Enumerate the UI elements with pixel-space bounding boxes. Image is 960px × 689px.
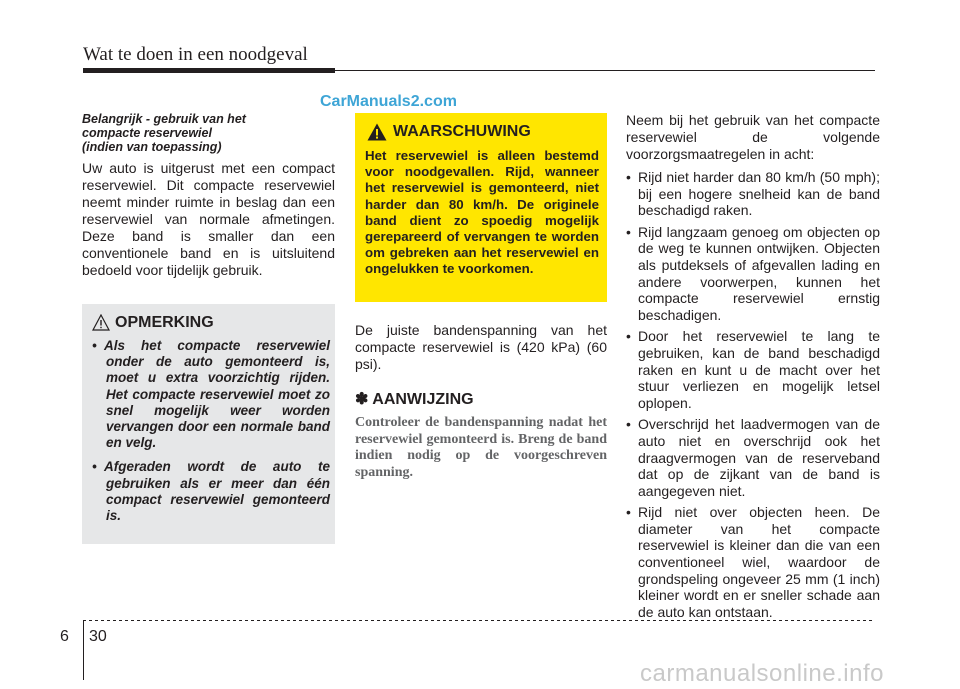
list-item: • Rijd niet harder dan 80 km/h (50 mph); bij een hogere snelheid kan de band beschadigd raken. — [626, 169, 880, 219]
precautions-intro: Neem bij het gebruik van het compacte reservewiel de volgende voorzorgsmaatregelen in acht: — [626, 112, 880, 162]
section-subheading: Belangrijk - gebruik van het compacte reservewiel (indien van toepassing) — [82, 112, 246, 154]
tire-pressure-paragraph: De juiste bandenspanning van het compacte reservewiel is (420 kPa) (60 psi). — [355, 322, 607, 372]
intro-paragraph: Uw auto is uitgerust met een compact reservewiel. Dit compacte reservewiel neemt minder ruimte in beslag dan een reservewiel van normale afmetingen. Deze band is smaller dan een conventionele band en is uitsluitend bedoeld voor tijdelijk gebruik. — [82, 160, 335, 278]
footer-divider — [83, 620, 84, 680]
site-watermark: CarManuals2.com — [320, 93, 457, 110]
tip-title: ✽ AANWIJZING — [355, 391, 474, 408]
column-3 — [626, 112, 880, 625]
caution-triangle-icon — [92, 314, 110, 331]
header-rule — [83, 70, 875, 71]
list-item: • Door het reservewiel te lang te gebruiken, kan de band beschadigd raken en kunt u de macht over het stuur verliezen en mogelijk letsel oplopen. — [626, 328, 880, 411]
tip-text: Controleer de bandenspanning nadat het reservewiel gemonteerd is. Breng de band indien nodig op de voorgeschreven spanning. — [355, 415, 607, 480]
note-item: • Afgeraden wordt de auto te gebruiken als er meer dan één compact reservewiel gemonteerd is. — [92, 459, 330, 524]
note-list — [92, 338, 330, 532]
warning-text: Het reservewiel is alleen bestemd voor noodgevallen. Rijd, wanneer het reservewiel is gemonteerd, niet harder dan 80 km/h. De originele band dient zo spoedig mogelijk gerepareerd of vervangen te worden om gebreken aan het reservewiel en ongelukken te voorkomen. — [365, 148, 599, 277]
warning-title: WAARSCHUWING — [393, 123, 531, 140]
note-title: OPMERKING — [115, 314, 214, 331]
warning-triangle-icon — [367, 123, 387, 141]
note-item: • Als het compacte reservewiel onder de auto gemonteerd is, moet u extra voorzichtig rijden. Het compacte reservewiel moet zo snel mogelijk weer worden vervangen door een normale band en velg. — [92, 338, 330, 451]
chapter-number: 6 — [60, 628, 69, 645]
page-number: 30 — [89, 628, 107, 645]
list-item: • Rijd niet over objecten heen. De diameter van het compacte reservewiel is kleiner dan die van een conventioneel wiel, waardoor de grondspeling ongeveer 25 mm (1 inch) kleiner wordt en er sneller schade aan de auto kan ontstaan. — [626, 504, 880, 620]
footer-watermark: carmanualsonline.info — [640, 660, 884, 687]
column-1 — [82, 112, 335, 279]
footer-rule — [83, 620, 875, 621]
page-header-title: Wat te doen in een noodgeval — [83, 44, 308, 65]
note-box — [82, 304, 335, 544]
warning-box — [355, 113, 607, 302]
list-item: • Overschrijd het laadvermogen van de auto niet en overschrijd ook het draagvermogen van de reserveband dat op de zijkant van de band is aangegeven niet. — [626, 416, 880, 499]
list-item: • Rijd langzaam genoeg om objecten op de weg te kunnen ontwijken. Objecten als putdeksels of afgevallen lading en andere voorwerpen, kunnen het compacte reservewiel ernstig beschadigen. — [626, 223, 880, 323]
